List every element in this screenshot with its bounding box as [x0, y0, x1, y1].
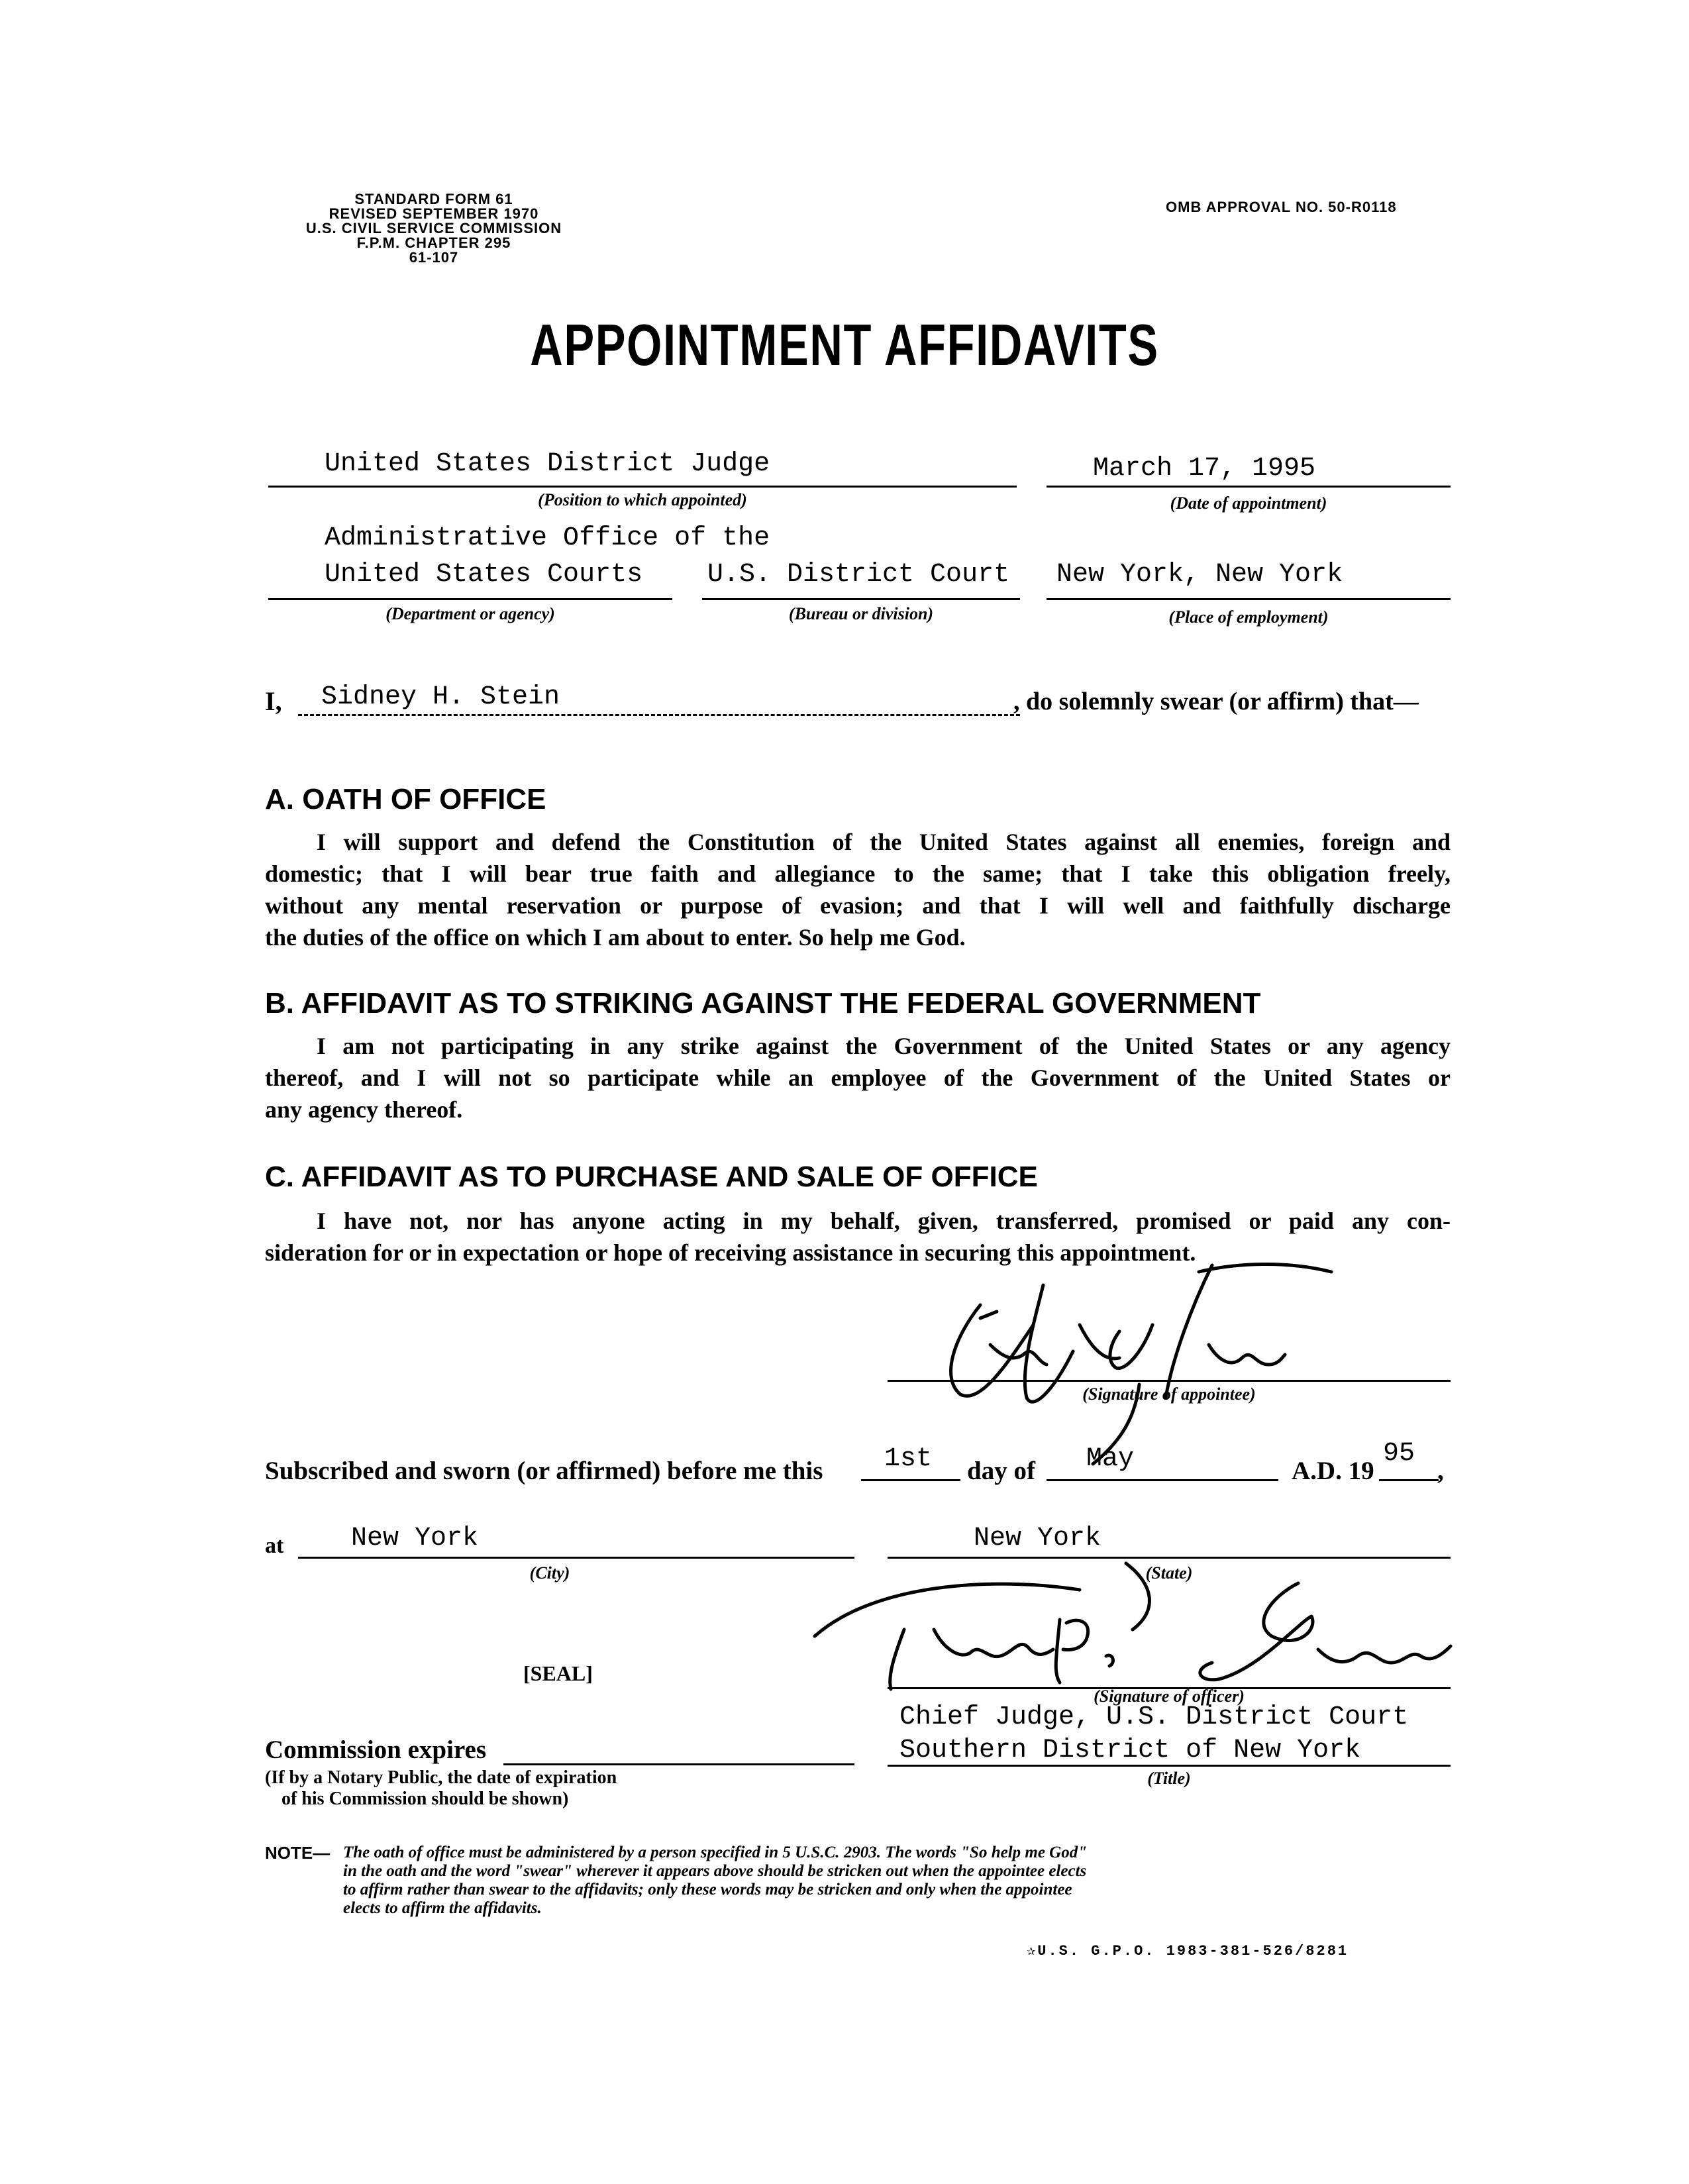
section-a-line: without any mental reservation or purpose of evasion; and that I will well and faithfully discharge: [265, 892, 1451, 919]
commission-expires-line[interactable]: [503, 1763, 854, 1765]
swear-suffix: , do solemnly swear (or affirm) that—: [1013, 688, 1419, 715]
bureau-field[interactable]: U.S. District Court: [707, 560, 1010, 590]
department-field-line1[interactable]: Administrative Office of the: [325, 523, 770, 553]
month-line: [1047, 1479, 1278, 1481]
appointee-name-line: [298, 714, 1020, 716]
bureau-line: [702, 598, 1020, 600]
department-caption: (Department or agency): [385, 604, 555, 623]
officer-title-line1[interactable]: Chief Judge, U.S. District Court: [899, 1702, 1409, 1732]
commission-note: (If by a Notary Public, the date of expiration: [265, 1767, 617, 1788]
section-a-heading: A. OATH OF OFFICE: [265, 783, 546, 815]
note-line: elects to affirm the affidavits.: [343, 1899, 542, 1917]
gpo-imprint: ✰U.S. G.P.O. 1983-381-526/8281: [1027, 1943, 1349, 1959]
swear-prefix: I,: [265, 686, 282, 716]
state-caption: (State): [1145, 1563, 1193, 1583]
section-c-heading: C. AFFIDAVIT AS TO PURCHASE AND SALE OF OFFICE: [265, 1161, 1038, 1193]
appointee-signature-caption: (Signature of appointee): [1082, 1384, 1256, 1404]
subscribed-prefix: Subscribed and sworn (or affirmed) before me this: [265, 1457, 823, 1485]
subscribed-comma: ,: [1437, 1457, 1444, 1485]
appointee-signature-line: [888, 1380, 1451, 1382]
city-caption: (City): [529, 1563, 570, 1583]
officer-title-line2[interactable]: Southern District of New York: [899, 1736, 1361, 1765]
ad-label: A.D. 19: [1292, 1457, 1374, 1485]
note-label: NOTE—: [265, 1843, 331, 1863]
department-line: [268, 598, 672, 600]
place-field[interactable]: New York, New York: [1056, 560, 1343, 590]
day-of-label: day of: [967, 1457, 1035, 1485]
place-caption: (Place of employment): [1168, 607, 1329, 627]
officer-signature-caption: (Signature of officer): [1094, 1687, 1245, 1706]
bureau-caption: (Bureau or division): [788, 604, 934, 623]
section-b-line: I am not participating in any strike against the Government of the United States or any agency: [317, 1033, 1451, 1059]
section-a-line: the duties of the office on which I am about to enter. So help me God.: [265, 924, 966, 951]
seal-placeholder: [SEAL]: [523, 1661, 593, 1685]
form-id-line: F.P.M. CHAPTER 295: [356, 234, 511, 251]
form-id-line: STANDARD FORM 61: [354, 191, 513, 207]
officer-title-caption: (Title): [1147, 1769, 1191, 1788]
date-field[interactable]: March 17, 1995: [1093, 454, 1316, 484]
commission-note: of his Commission should be shown): [282, 1789, 569, 1809]
appointee-name-field[interactable]: Sidney H. Stein: [321, 682, 560, 712]
section-c-line: sideration for or in expectation or hope of receiving assistance in securing this appointment.: [265, 1239, 1196, 1266]
city-line: [298, 1557, 854, 1559]
omb-approval-number: OMB APPROVAL NO. 50-R0118: [1166, 199, 1397, 215]
state-field[interactable]: New York: [974, 1524, 1101, 1553]
date-caption: (Date of appointment): [1170, 494, 1327, 513]
section-b-heading: B. AFFIDAVIT AS TO STRIKING AGAINST THE FEDERAL GOVERNMENT: [265, 987, 1261, 1019]
section-c-line: I have not, nor has anyone acting in my behalf, given, transferred, promised or paid any con-: [317, 1208, 1451, 1234]
at-label: at: [265, 1534, 284, 1558]
section-a-line: domestic; that I will bear true faith and allegiance to the same; that I take this obligation freely,: [265, 860, 1451, 887]
section-a-line: I will support and defend the Constitution of the United States against all enemies, foreign and: [317, 829, 1451, 855]
year-line: [1379, 1479, 1439, 1481]
officer-title-line: [888, 1765, 1451, 1767]
month-field[interactable]: May: [1086, 1444, 1135, 1474]
city-field[interactable]: New York: [351, 1524, 479, 1553]
form-id-line: 61-107: [409, 249, 459, 266]
note-line: to affirm rather than swear to the affidavits; only these words may be stricken and only when the appointee: [343, 1881, 1072, 1898]
section-b-line: thereof, and I will not so participate while an employee of the Government of the United States or: [265, 1065, 1451, 1091]
department-field-line2[interactable]: United States Courts: [325, 560, 643, 590]
page-title: APPOINTMENT AFFIDAVITS: [530, 312, 1159, 378]
form-id-line: REVISED SEPTEMBER 1970: [329, 205, 539, 222]
position-caption: (Position to which appointed): [538, 490, 747, 509]
note-line: The oath of office must be administered by a person specified in 5 U.S.C. 2903. The words "So help me God": [343, 1844, 1088, 1861]
position-line: [268, 486, 1017, 488]
form-identifier: [268, 192, 599, 265]
date-line: [1047, 486, 1451, 488]
year-field[interactable]: 95: [1383, 1439, 1415, 1469]
form-id-line: U.S. CIVIL SERVICE COMMISSION: [305, 220, 562, 236]
note-line: in the oath and the word "swear" wherever it appears above should be stricken out when the appointee elects: [343, 1862, 1087, 1880]
day-line: [861, 1479, 960, 1481]
day-field[interactable]: 1st: [884, 1444, 933, 1474]
commission-expires-label: Commission expires: [265, 1736, 487, 1764]
section-b-line: any agency thereof.: [265, 1096, 463, 1123]
position-field[interactable]: United States District Judge: [325, 449, 770, 479]
place-line: [1047, 598, 1451, 600]
